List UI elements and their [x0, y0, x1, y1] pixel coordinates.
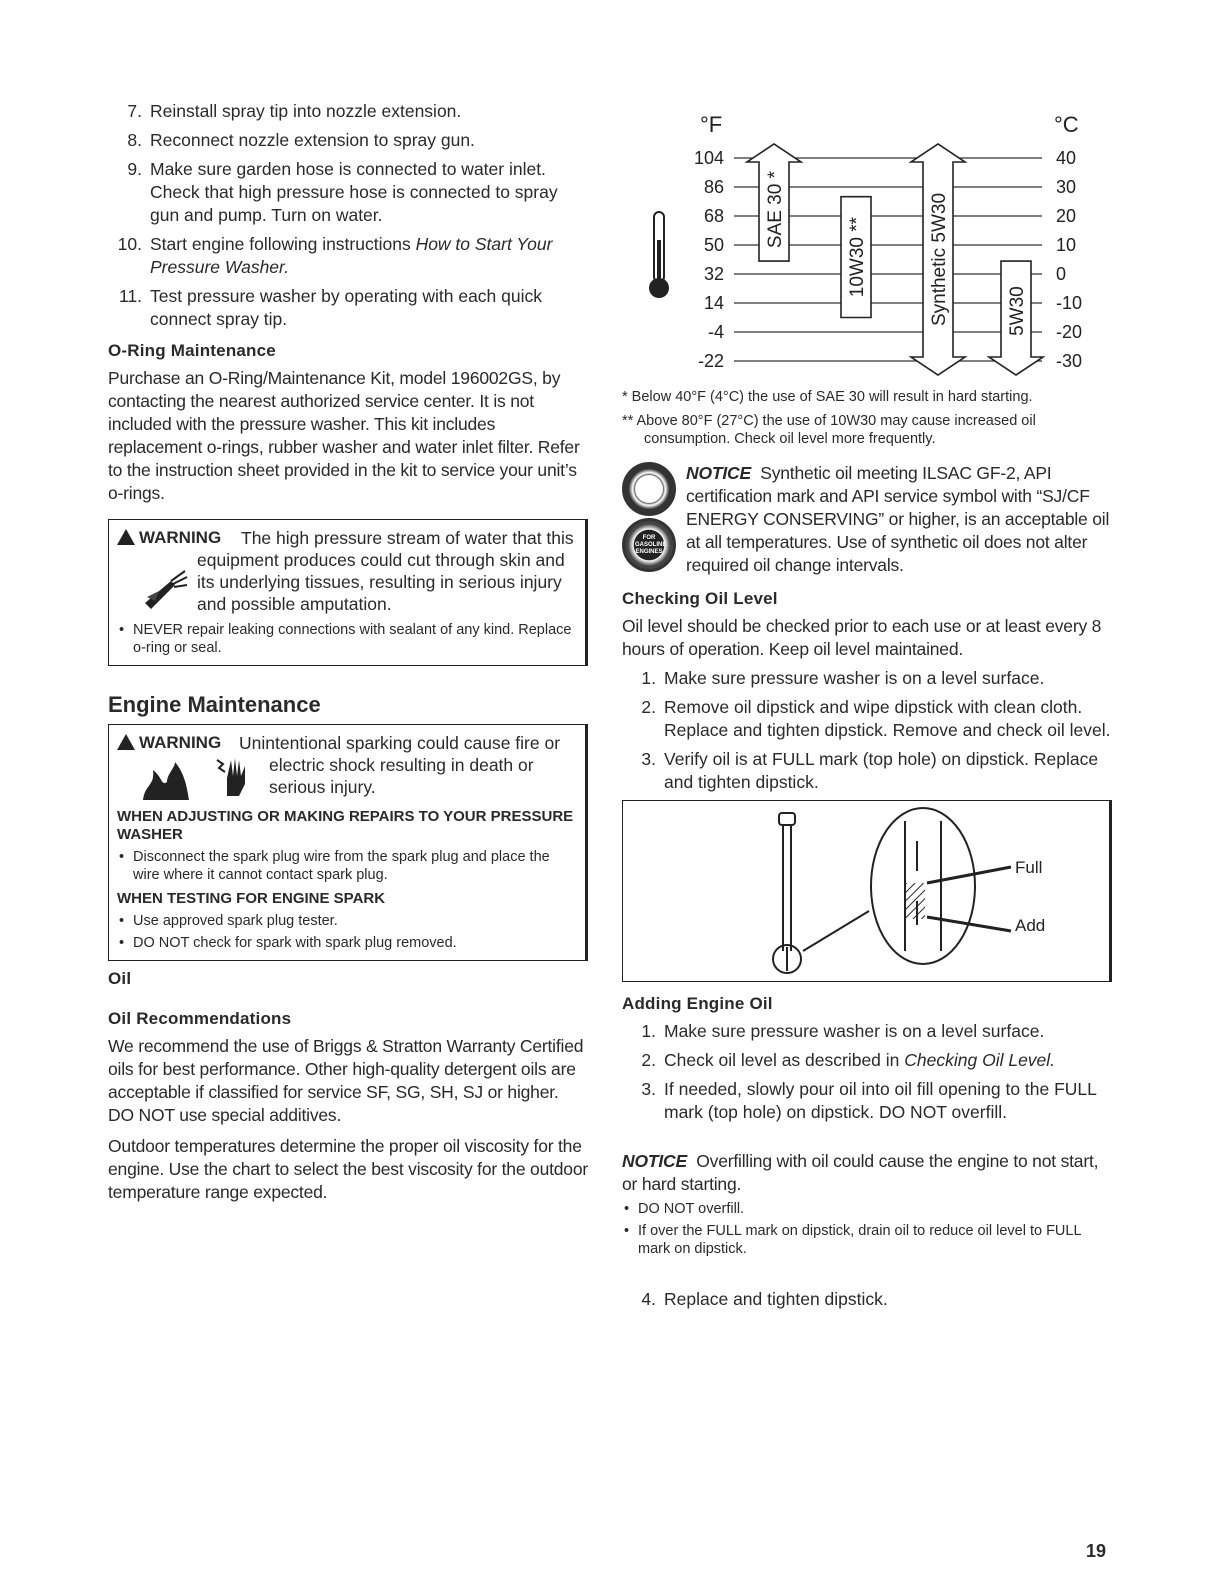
api-certification-seal-icon — [622, 518, 676, 572]
checking-steps — [622, 667, 1112, 794]
chart-note: ** Above 80°F (27°C) the use of 10W30 may cause increased oil consumption. Check oil level more frequently. — [622, 413, 1036, 447]
page-number: 19 — [1085, 1541, 1106, 1561]
checking-oil-heading: Checking Oil Level — [622, 589, 778, 608]
adding-steps — [622, 1020, 1112, 1124]
tick-label-f: 86 — [703, 177, 724, 197]
engine-maintenance-heading: Engine Maintenance — [108, 692, 321, 717]
spray-injury-icon — [141, 567, 189, 615]
list-item: 1. Make sure pressure washer is on a level surface. — [641, 1021, 1045, 1041]
final-step — [622, 1288, 1112, 1311]
right-column — [622, 100, 1112, 1317]
oil-rec-paragraph: We recommend the use of Briggs & Stratton Warranty Certified oils for best performance. Other high-quality detergent oils are acceptable if classified for service SF, SG, SH, SJ or higher. DO NOT use special additives. — [108, 1036, 584, 1125]
oil-heading: Oil — [108, 969, 132, 988]
warning-bullet: • NEVER repair leaking connections with sealant of any kind. Replace o-ring or seal. — [117, 621, 577, 657]
adding-oil-heading: Adding Engine Oil — [622, 994, 773, 1013]
warning-bullet: • DO NOT check for spark with spark plug removed. — [117, 934, 577, 952]
list-item: 3. Verify oil is at FULL mark (top hole) on dipstick. Replace and tighten dipstick. — [641, 749, 1099, 792]
list-item: 3. If needed, slowly pour oil into oil fill opening to the FULL mark (top hole) on dipstick. DO NOT overfill. — [641, 1079, 1097, 1122]
tick-label-f: -22 — [697, 351, 724, 371]
checking-oil-text: Oil level should be checked prior to each use or at least every 8 hours of operation. Keep oil level maintained. — [622, 616, 1102, 659]
bar-label: SAE 30 * — [765, 171, 786, 249]
list-item: 11. Test pressure washer by operating with each quick connect spray tip. — [118, 286, 543, 329]
tick-label-c: -10 — [1056, 293, 1083, 313]
viscosity-bar — [989, 261, 1043, 375]
reassembly-steps — [108, 100, 588, 331]
notice-text: Overfilling with oil could cause the engine to not start, or hard starting. — [622, 1151, 1099, 1194]
warning-label: WARNING — [139, 528, 222, 547]
oring-heading: O-Ring Maintenance — [108, 341, 276, 360]
notice-label: NOTICE — [622, 1151, 687, 1171]
tick-label-c: -30 — [1056, 351, 1083, 371]
bar-label: 5W30 — [1007, 286, 1028, 336]
list-item: 7. Reinstall spray tip into nozzle extension. — [127, 101, 462, 121]
oring-text: Purchase an O-Ring/Maintenance Kit, model 196002GS, by contacting the nearest authorized service center. It is not included with the pressure washer. This kit includes replacement o-rings, rubber washer and water inlet filter. Refer to the instruction sheet provided in the kit to service your unit’s o-rings. — [108, 368, 580, 503]
notice-bullet: • If over the FULL mark on dipstick, drain oil to reduce oil level to FULL mark on dipstick. — [622, 1222, 1112, 1258]
chart-note: * Below 40°F (4°C) the use of SAE 30 will result in hard starting. — [622, 389, 1033, 405]
viscosity-bar — [747, 144, 801, 261]
tick-label-f: 32 — [703, 264, 724, 284]
list-item: 2. Check oil level as described in Checking Oil Level. — [641, 1050, 1056, 1070]
notice-label: NOTICE — [686, 463, 751, 483]
tick-label-f: 68 — [703, 206, 724, 226]
tick-label-c: 20 — [1056, 206, 1077, 226]
tick-label-c: -20 — [1056, 322, 1083, 342]
warning-text: Unintentional sparking could cause fire or electric shock resulting in death or serious injury. — [239, 733, 561, 797]
bar-label: Synthetic 5W30 — [929, 192, 950, 327]
notice-bullet: • DO NOT overfill. — [622, 1200, 1112, 1218]
viscosity-bar — [841, 197, 871, 318]
list-item: 1. Make sure pressure washer is on a level surface. — [641, 668, 1045, 688]
dipstick-add-label: Add — [1015, 916, 1046, 935]
tick-label-f: 14 — [703, 293, 724, 313]
warning-bullet: • Use approved spark plug tester. — [117, 912, 577, 930]
electric-shock-icon — [213, 754, 253, 796]
dipstick-full-label: Full — [1015, 858, 1043, 877]
list-item: 8. Reconnect nozzle extension to spray gun. — [127, 130, 475, 150]
bar-label: 10W30 ** — [847, 216, 868, 298]
tick-label-f: -4 — [707, 322, 724, 342]
left-column — [108, 100, 588, 1210]
list-item: 2. Remove oil dipstick and wipe dipstick with clean cloth. Replace and tighten dipstick. Remove and check oil level. — [641, 697, 1111, 740]
thermometer-icon — [649, 212, 669, 298]
notice-text: Synthetic oil meeting ILSAC GF-2, API certification mark and API service symbol with “SJ/CF ENERGY CONSERVING” or higher, is an acceptable oil at all temperatures. Use of synthetic oil does not alter required oil change intervals. — [686, 463, 1110, 575]
seal-text: FOR GASOLINE ENGINES — [635, 535, 667, 555]
notice-synthetic — [622, 462, 1112, 577]
api-service-seal-icon — [622, 462, 676, 516]
unit-celsius: °C — [1054, 112, 1079, 137]
tick-label-c: 0 — [1056, 264, 1067, 284]
warning-subheading: WHEN TESTING FOR ENGINE SPARK — [117, 890, 386, 907]
list-item: 10. Start engine following instructions How to Start Your Pressure Washer. — [117, 234, 553, 277]
notice-overfill — [622, 1150, 1112, 1258]
tick-label-c: 10 — [1056, 235, 1077, 255]
list-item: 9. Make sure garden hose is connected to water inlet. Check that high pressure hose is connected to spray gun and pump. Turn on water. — [127, 159, 558, 225]
tick-label-f: 104 — [693, 148, 724, 168]
tick-label-f: 50 — [703, 235, 724, 255]
warning-box-spark — [108, 724, 588, 961]
dipstick-figure — [622, 800, 1112, 982]
warning-subheading: WHEN ADJUSTING OR MAKING REPAIRS TO YOUR PRESSURE WASHER — [117, 808, 574, 843]
chart-bars — [747, 144, 1043, 375]
viscosity-bar — [911, 144, 965, 375]
list-item: 4. Replace and tighten dipstick. — [641, 1289, 888, 1309]
tick-label-c: 30 — [1056, 177, 1077, 197]
warning-box-pressure — [108, 519, 588, 666]
oil-recommendations-heading: Oil Recommendations — [108, 1009, 292, 1028]
fire-icon — [141, 760, 191, 800]
oil-viscosity-chart — [624, 100, 1094, 380]
dipstick-illustration — [623, 801, 1107, 981]
tick-label-c: 40 — [1056, 148, 1077, 168]
unit-fahrenheit: °F — [700, 112, 723, 137]
warning-text: The high pressure stream of water that this equipment produces could cut through skin and its underlying tissues, resulting in serious injury and possible amputation. — [197, 528, 574, 614]
warning-label: WARNING — [139, 733, 222, 752]
warning-bullet: • Disconnect the spark plug wire from the spark plug and place the wire where it cannot contact spark plug. — [117, 848, 577, 884]
oil-rec-paragraph: Outdoor temperatures determine the proper oil viscosity for the engine. Use the chart to select the best viscosity for the outdoor temperature range expected. — [108, 1136, 588, 1202]
